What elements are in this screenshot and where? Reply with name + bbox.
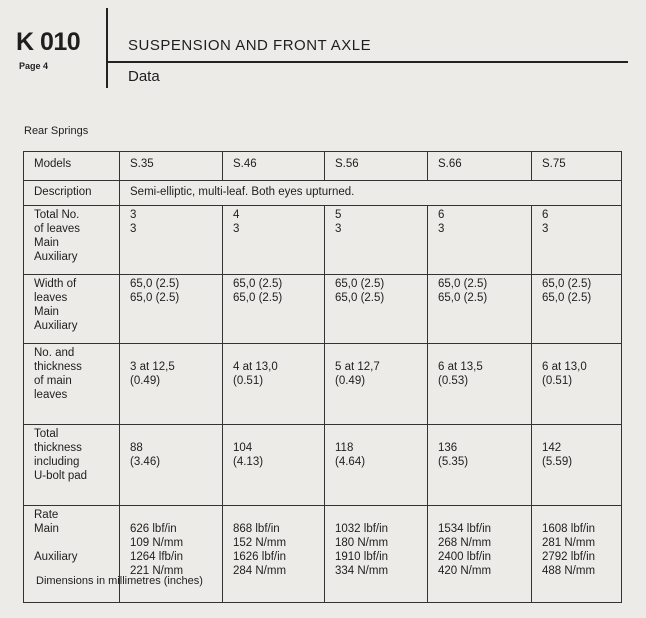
label-line: thickness bbox=[34, 442, 82, 454]
value-line: (0.49) bbox=[335, 375, 366, 387]
model-cell: S.35 bbox=[120, 152, 223, 181]
total-thickness-cell bbox=[325, 425, 428, 506]
value-line: 4 at 13,0 bbox=[233, 361, 278, 373]
dimensions-note: Dimensions in millimetres (inches) bbox=[36, 575, 203, 587]
value-aux: 3 bbox=[130, 223, 137, 235]
value-line: 109 N/mm bbox=[130, 537, 184, 549]
value-line: 152 N/mm bbox=[233, 537, 287, 549]
value-aux: 3 bbox=[233, 223, 240, 235]
models-row bbox=[24, 152, 622, 181]
label-line: No. and bbox=[34, 347, 75, 359]
value-line: 2792 lbf/in bbox=[542, 551, 596, 563]
total-leaves-cell bbox=[532, 206, 622, 275]
main-leaves-cell bbox=[532, 344, 622, 425]
value-aux: 65,0 (2.5) bbox=[335, 292, 385, 304]
value-line: 2400 lbf/in bbox=[438, 551, 492, 563]
value-line: 488 N/mm bbox=[542, 565, 596, 577]
total-leaves-cell bbox=[325, 206, 428, 275]
main-leaves-cell bbox=[120, 344, 223, 425]
label-line: of main bbox=[34, 375, 72, 387]
model-cell: S.75 bbox=[532, 152, 622, 181]
value-aux: 3 bbox=[335, 223, 342, 235]
main-leaves-cell bbox=[428, 344, 532, 425]
value-main: 6 bbox=[542, 209, 549, 221]
rate-cell bbox=[120, 506, 223, 603]
width-leaves-cell bbox=[428, 275, 532, 344]
page-number: Page 4 bbox=[19, 61, 49, 71]
header-vertical-rule bbox=[106, 8, 108, 88]
description-label: Description bbox=[24, 181, 120, 206]
rate-cell bbox=[325, 506, 428, 603]
total-thickness-label bbox=[24, 425, 120, 506]
description-row bbox=[24, 181, 622, 206]
label-line: Main bbox=[34, 306, 59, 318]
label-line: U-bolt pad bbox=[34, 470, 88, 482]
value-aux: 65,0 (2.5) bbox=[233, 292, 283, 304]
width-leaves-cell bbox=[120, 275, 223, 344]
total-thickness-cell bbox=[428, 425, 532, 506]
value-main: 65,0 (2.5) bbox=[233, 278, 283, 290]
rate-label bbox=[24, 506, 120, 603]
value-line: 1032 lbf/in bbox=[335, 523, 389, 535]
document-title: SUSPENSION AND FRONT AXLE bbox=[128, 37, 372, 54]
models-label: Models bbox=[24, 152, 120, 181]
total-leaves-cell bbox=[223, 206, 325, 275]
value-line: 284 N/mm bbox=[233, 565, 287, 577]
total-thickness-row bbox=[24, 425, 622, 506]
value-line: 6 at 13,0 bbox=[542, 361, 587, 373]
document-code: K 010 bbox=[16, 28, 81, 56]
value-main: 6 bbox=[438, 209, 445, 221]
label-line: Auxiliary bbox=[34, 551, 78, 563]
total-leaves-cell bbox=[120, 206, 223, 275]
value-line: (4.64) bbox=[335, 456, 366, 468]
value-line: 268 N/mm bbox=[438, 537, 492, 549]
header-horizontal-rule bbox=[108, 61, 628, 63]
value-line: 180 N/mm bbox=[335, 537, 389, 549]
total-thickness-cell bbox=[223, 425, 325, 506]
label-line: Main bbox=[34, 523, 59, 535]
label-spacer bbox=[34, 536, 109, 550]
total-leaves-label bbox=[24, 206, 120, 275]
value-line: 118 bbox=[335, 442, 354, 454]
value-line: 420 N/mm bbox=[438, 565, 492, 577]
value-main: 65,0 (2.5) bbox=[130, 278, 180, 290]
value-line: 88 bbox=[130, 442, 143, 454]
section-title: Rear Springs bbox=[24, 125, 89, 137]
document-subtitle: Data bbox=[128, 68, 160, 85]
value-line: (0.53) bbox=[438, 375, 469, 387]
label-line: leaves bbox=[34, 292, 68, 304]
value-line: 334 N/mm bbox=[335, 565, 389, 577]
width-leaves-cell bbox=[223, 275, 325, 344]
width-leaves-label bbox=[24, 275, 120, 344]
value-line: (4.13) bbox=[233, 456, 264, 468]
main-leaves-cell bbox=[325, 344, 428, 425]
label-line: Auxiliary bbox=[34, 251, 78, 263]
value-main: 65,0 (2.5) bbox=[542, 278, 592, 290]
value-line: 626 lbf/in bbox=[130, 523, 177, 535]
value-aux: 65,0 (2.5) bbox=[542, 292, 592, 304]
rear-springs-table bbox=[23, 151, 622, 603]
value-main: 65,0 (2.5) bbox=[438, 278, 488, 290]
value-line: 1910 lbf/in bbox=[335, 551, 389, 563]
value-line: 868 lbf/in bbox=[233, 523, 280, 535]
total-thickness-cell bbox=[532, 425, 622, 506]
rate-cell bbox=[428, 506, 532, 603]
value-main: 3 bbox=[130, 209, 137, 221]
total-leaves-cell bbox=[428, 206, 532, 275]
model-cell: S.66 bbox=[428, 152, 532, 181]
model-cell: S.56 bbox=[325, 152, 428, 181]
value-line: 1534 lbf/in bbox=[438, 523, 492, 535]
value-line: 221 N/mm bbox=[130, 565, 184, 577]
rate-cell bbox=[223, 506, 325, 603]
value-main: 65,0 (2.5) bbox=[335, 278, 385, 290]
width-leaves-cell bbox=[532, 275, 622, 344]
value-line: 1608 lbf/in bbox=[542, 523, 596, 535]
width-leaves-row bbox=[24, 275, 622, 344]
value-aux: 3 bbox=[542, 223, 549, 235]
value-aux: 65,0 (2.5) bbox=[130, 292, 180, 304]
label-line: of leaves bbox=[34, 223, 81, 235]
label-line: Width of bbox=[34, 278, 77, 290]
total-leaves-row bbox=[24, 206, 622, 275]
value-line: 104 bbox=[233, 442, 253, 454]
value-main: 4 bbox=[233, 209, 240, 221]
label-line: Auxiliary bbox=[34, 320, 78, 332]
value-line: 1626 lbf/in bbox=[233, 551, 287, 563]
value-line: (0.51) bbox=[542, 375, 573, 387]
value-line: 6 at 13,5 bbox=[438, 361, 483, 373]
label-line: leaves bbox=[34, 389, 68, 401]
value-main: 5 bbox=[335, 209, 342, 221]
value-line: (3.46) bbox=[130, 456, 161, 468]
value-line: 136 bbox=[438, 442, 458, 454]
label-line: Main bbox=[34, 237, 59, 249]
value-line: (5.35) bbox=[438, 456, 469, 468]
rate-cell bbox=[532, 506, 622, 603]
value-line: 5 at 12,7 bbox=[335, 361, 380, 373]
label-line: including bbox=[34, 456, 80, 468]
main-leaves-row bbox=[24, 344, 622, 425]
model-cell: S.46 bbox=[223, 152, 325, 181]
value-aux: 3 bbox=[438, 223, 445, 235]
value-line: 1264 lfb/in bbox=[130, 551, 184, 563]
label-line: thickness bbox=[34, 361, 82, 373]
description-value: Semi-elliptic, multi-leaf. Both eyes upturned. bbox=[120, 181, 622, 206]
value-line: (0.49) bbox=[130, 375, 161, 387]
label-line: Total bbox=[34, 428, 59, 440]
value-aux: 65,0 (2.5) bbox=[438, 292, 488, 304]
value-line: 3 at 12,5 bbox=[130, 361, 175, 373]
value-line: 281 N/mm bbox=[542, 537, 596, 549]
value-line: (5.59) bbox=[542, 456, 573, 468]
rate-row bbox=[24, 506, 622, 603]
total-thickness-cell bbox=[120, 425, 223, 506]
width-leaves-cell bbox=[325, 275, 428, 344]
label-line: Total No. bbox=[34, 209, 80, 221]
value-line: 142 bbox=[542, 442, 562, 454]
value-line: (0.51) bbox=[233, 375, 264, 387]
main-leaves-label bbox=[24, 344, 120, 425]
label-line: Rate bbox=[34, 509, 59, 521]
main-leaves-cell bbox=[223, 344, 325, 425]
